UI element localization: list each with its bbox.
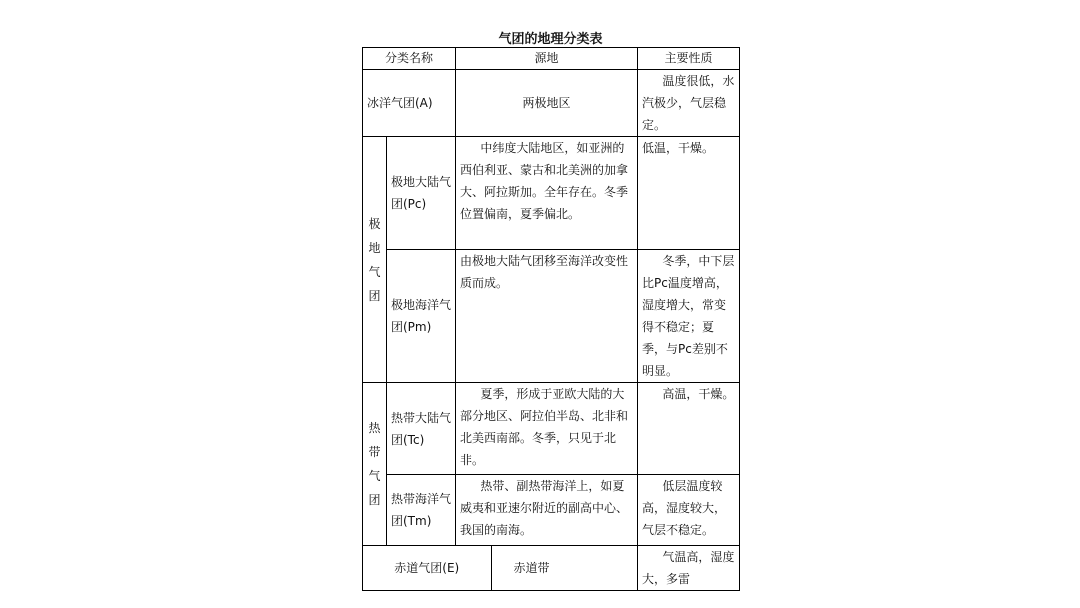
row-property: 高温，干燥。 — [638, 383, 740, 475]
row-source: 热带、副热带海洋上，如夏威夷和亚速尔附近的副高中心、我国的南海。 — [456, 475, 638, 546]
row-property: 低温，干燥。 — [638, 137, 740, 250]
row-source: 赤道带 — [491, 546, 637, 590]
table-row — [363, 546, 740, 591]
row-name: 热带海洋气团(Tm) — [387, 475, 456, 546]
header-name: 分类名称 — [363, 48, 456, 70]
table-row — [363, 383, 740, 475]
row-name: 赤道气团(E) — [394, 561, 460, 575]
row-property: 低层温度较高，湿度较大，气层不稳定。 — [638, 475, 740, 546]
air-mass-table — [362, 47, 740, 591]
row-name: 热带大陆气团(Tc) — [387, 383, 456, 475]
row-source: 由极地大陆气团移至海洋改变性质而成。 — [456, 250, 638, 383]
equatorial-subtable — [363, 546, 637, 590]
table-row — [363, 70, 740, 137]
row-source: 两极地区 — [456, 70, 638, 137]
table-row — [363, 475, 740, 546]
row-name: 极地大陆气团(Pc) — [387, 137, 456, 250]
group-label-polar: 极地气团 — [363, 137, 387, 383]
table-title: 气团的地理分类表 — [498, 32, 603, 47]
row-name: 冰洋气团(A) — [363, 70, 456, 137]
row-source: 中纬度大陆地区，如亚洲的西伯利亚、蒙古和北美洲的加拿大、阿拉斯加。全年存在。冬季位置偏南，夏季偏北。 — [456, 137, 638, 250]
group-label-tropical: 热带气团 — [363, 383, 387, 546]
table-row — [363, 137, 740, 250]
row-property: 气温高，湿度大，多雷 — [638, 546, 740, 591]
row-property: 冬季，中下层比Pc温度增高，湿度增大，常变得不稳定；夏季，与Pc差别不明显。 — [638, 250, 740, 383]
header-source: 源地 — [456, 48, 638, 70]
equatorial-merged-cell — [363, 546, 638, 591]
row-property: 温度很低，水汽极少，气层稳定。 — [638, 70, 740, 137]
header-property: 主要性质 — [638, 48, 740, 70]
table-row — [363, 250, 740, 383]
row-name: 极地海洋气团(Pm) — [387, 250, 456, 383]
row-source: 夏季，形成于亚欧大陆的大部分地区、阿拉伯半岛、北非和北美西南部。冬季，只见于北非。 — [456, 383, 638, 475]
header-row — [363, 48, 740, 70]
